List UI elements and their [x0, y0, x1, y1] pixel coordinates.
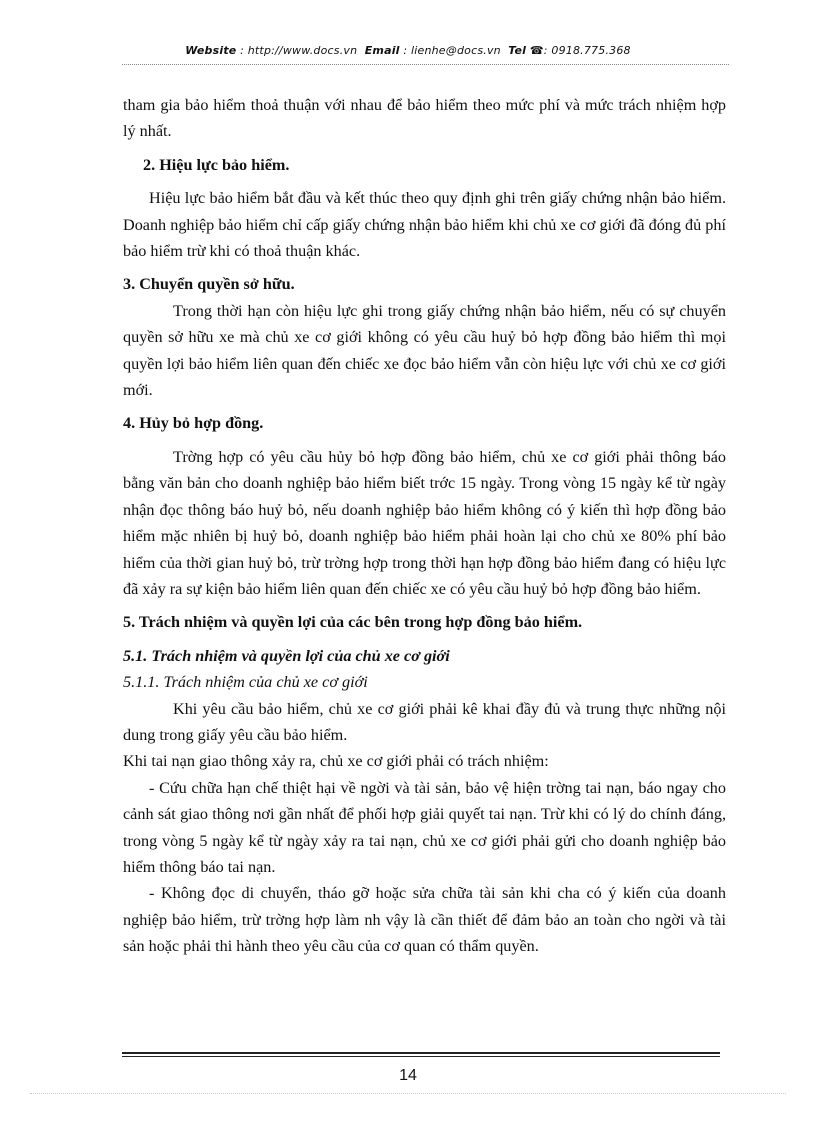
website-value: : http://www.docs.vn [240, 44, 358, 57]
header-divider [122, 64, 729, 65]
paragraph: Khi tai nạn giao thông xảy ra, chủ xe cơ giới phải có trách nhiệm: [123, 752, 549, 771]
document-body [123, 92, 726, 960]
phone-icon: ☎ [529, 44, 544, 57]
heading-section-4: 4. Hủy bỏ hợp đồng. [123, 414, 264, 433]
page-number: 14 [399, 1067, 417, 1084]
tel-value: : 0918.775.368 [543, 44, 631, 57]
heading-section-2: 2. Hiệu lực bảo hiểm. [143, 155, 290, 174]
heading-section-5-1-1: 5.1.1. Trách nhiệm của chủ xe cơ giới [123, 673, 368, 692]
email-label: Email [364, 44, 400, 57]
website-label: Website [185, 44, 237, 57]
paragraph: Hiệu lực bảo hiểm bắt đầu và kết thúc theo quy định ghi trên giấy chứng nhận bảo hiểm. Doanh nghiệp bảo hiểm chỉ cấp giấy chứng nhận bảo hiểm khi chủ xe cơ giới đã đóng đủ phí bảo hiểm trừ khi có thoả thuận khác. [123, 189, 726, 261]
list-item: - Cứu chữa hạn chế thiệt hại về ngời và tài sản, bảo vệ hiện trờng tai nạn, báo ngay cho cảnh sát giao thông nơi gần nhất để phối hợp giải quyết tai nạn. Trừ khi có lý do chính đáng, trong vòng 5 ngày kể từ ngày xảy ra tai nạn, chủ xe cơ giới phải gửi cho doanh nghiệp bảo hiểm thông báo tai nạn. [123, 778, 726, 876]
heading-section-3: 3. Chuyển quyền sở hữu. [123, 275, 295, 294]
heading-section-5-1: 5.1. Trách nhiệm và quyền lợi của chủ xe cơ giới [123, 646, 450, 665]
paragraph: tham gia bảo hiểm thoả thuận với nhau để bảo hiểm theo mức phí và mức trách nhiệm hợp lý nhất. [123, 96, 726, 141]
paragraph: Khi yêu cầu bảo hiểm, chủ xe cơ giới phải kê khai đầy đủ và trung thực những nội dung trong giấy yêu cầu bảo hiểm. [123, 699, 726, 744]
list-item: - Không đọc di chuyển, tháo gỡ hoặc sửa chữa tài sản khi cha có ý kiến của doanh nghiệp bảo hiểm, trừ trờng hợp làm nh vậy là cần thiết để đảm bảo an toàn cho ngời và tài sản hoặc phải thi hành theo yêu cầu của cơ quan có thẩm quyền. [123, 884, 726, 956]
footer-divider [122, 1052, 720, 1054]
paragraph: Trong thời hạn còn hiệu lực ghi trong giấy chứng nhận bảo hiểm, nếu có sự chuyển quyền sở hữu xe mà chủ xe cơ giới không có yêu cầu huỷ bỏ hợp đồng bảo hiểm thì mọi quyền lợi bảo hiểm liên quan đến chiếc xe đọc bảo hiểm vẫn còn hiệu lực với chủ xe cơ giới mới. [123, 301, 726, 400]
paragraph: Trờng hợp có yêu cầu hủy bỏ hợp đồng bảo hiểm, chủ xe cơ giới phải thông báo bằng văn bản cho doanh nghiệp bảo hiểm biết trớc 15 ngày. Trong vòng 15 ngày kể từ ngày nhận đọc thông báo huỷ bỏ, nếu doanh nghiệp bảo hiểm không có ý kiến thì hợp đồng bảo hiểm mặc nhiên bị huỷ bỏ, doanh nghiệp bảo hiểm phải hoàn lại cho chủ xe 80% phí bảo hiểm của thời gian huỷ bỏ, trừ trờng hợp trong thời hạn hợp đồng bảo hiểm đang có hiệu lực đã xảy ra sự kiện bảo hiểm liên quan đến chiếc xe có yêu cầu huỷ bỏ hợp đồng bảo hiểm. [123, 447, 726, 598]
heading-section-5: 5. Trách nhiệm và quyền lợi của các bên trong hợp đồng bảo hiểm. [123, 613, 583, 632]
page-bottom-border [30, 1093, 786, 1094]
tel-label: Tel [508, 44, 527, 57]
email-value: : lienhe@docs.vn [403, 44, 501, 57]
footer-divider-thin [122, 1056, 720, 1057]
page-header [0, 44, 816, 57]
